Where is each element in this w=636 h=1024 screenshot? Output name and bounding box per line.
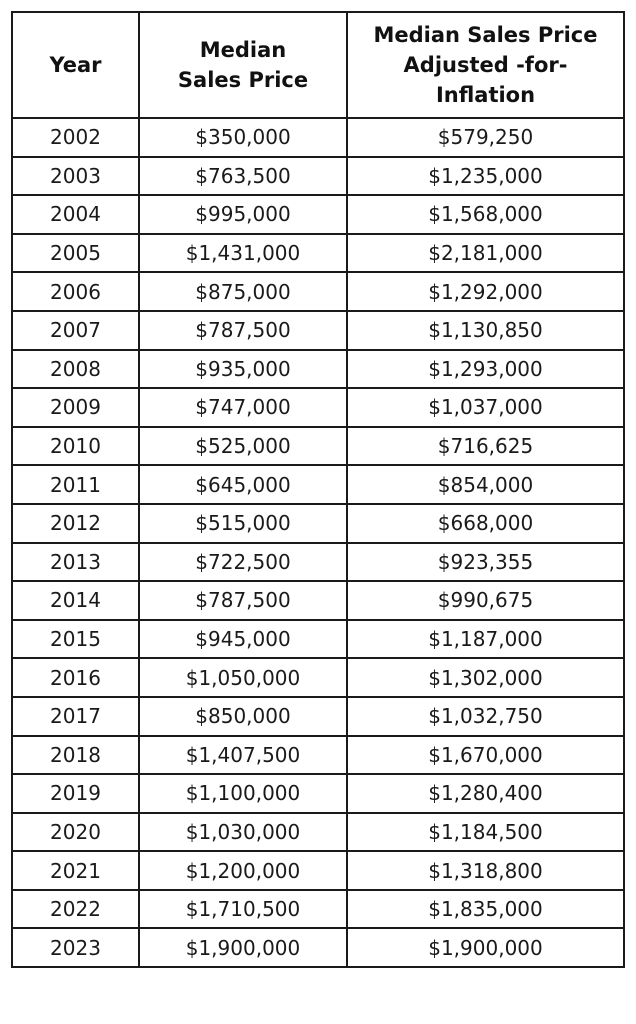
table-row — [12, 234, 624, 273]
year-cell: 2010 — [12, 427, 139, 466]
median-sales-price-cell: $515,000 — [139, 504, 347, 543]
year-cell: 2003 — [12, 157, 139, 196]
table-row — [12, 581, 624, 620]
table-header — [12, 12, 624, 118]
year-cell: 2006 — [12, 272, 139, 311]
table-row — [12, 697, 624, 736]
year-cell: 2020 — [12, 813, 139, 852]
year-cell: 2014 — [12, 581, 139, 620]
table-row — [12, 388, 624, 427]
table-row — [12, 427, 624, 466]
median-sales-price-cell: $722,500 — [139, 543, 347, 582]
median-sales-price-cell: $763,500 — [139, 157, 347, 196]
year-cell: 2022 — [12, 890, 139, 929]
median-sales-price-cell: $1,030,000 — [139, 813, 347, 852]
adjusted-price-cell: $1,670,000 — [347, 736, 624, 775]
adjusted-price-cell: $579,250 — [347, 118, 624, 157]
table-row — [12, 118, 624, 157]
table-body — [12, 118, 624, 967]
year-cell: 2016 — [12, 658, 139, 697]
median-sales-price-cell: $525,000 — [139, 427, 347, 466]
year-cell: 2015 — [12, 620, 139, 659]
year-cell: 2019 — [12, 774, 139, 813]
adjusted-price-cell: $1,280,400 — [347, 774, 624, 813]
adjusted-price-cell: $990,675 — [347, 581, 624, 620]
year-cell: 2009 — [12, 388, 139, 427]
median-sales-price-cell: $787,500 — [139, 311, 347, 350]
table-row — [12, 736, 624, 775]
median-sales-price-cell: $1,710,500 — [139, 890, 347, 929]
median-sales-price-cell: $995,000 — [139, 195, 347, 234]
year-cell: 2023 — [12, 928, 139, 967]
median-sales-price-cell: $1,100,000 — [139, 774, 347, 813]
median-sales-price-cell: $850,000 — [139, 697, 347, 736]
table-row — [12, 195, 624, 234]
adjusted-price-cell: $1,130,850 — [347, 311, 624, 350]
table-row — [12, 813, 624, 852]
median-sales-price-cell: $1,200,000 — [139, 851, 347, 890]
table-row — [12, 311, 624, 350]
adjusted-price-cell: $716,625 — [347, 427, 624, 466]
year-cell: 2004 — [12, 195, 139, 234]
year-cell: 2018 — [12, 736, 139, 775]
adjusted-price-cell: $1,037,000 — [347, 388, 624, 427]
median-sales-price-table — [11, 11, 625, 968]
median-sales-price-cell: $935,000 — [139, 350, 347, 389]
median-sales-price-cell: $1,431,000 — [139, 234, 347, 273]
header-median-sales-price: Median Sales Price — [139, 12, 347, 118]
table-row — [12, 620, 624, 659]
year-cell: 2007 — [12, 311, 139, 350]
adjusted-price-cell: $1,318,800 — [347, 851, 624, 890]
table-row — [12, 157, 624, 196]
header-year: Year — [12, 12, 139, 118]
header-adjusted-for-inflation: Median Sales Price Adjusted -for- Inflation — [347, 12, 624, 118]
table-row — [12, 272, 624, 311]
adjusted-price-cell: $668,000 — [347, 504, 624, 543]
table-row — [12, 504, 624, 543]
median-sales-price-cell: $645,000 — [139, 465, 347, 504]
median-sales-price-cell: $787,500 — [139, 581, 347, 620]
table-row — [12, 658, 624, 697]
year-cell: 2021 — [12, 851, 139, 890]
median-sales-price-cell: $350,000 — [139, 118, 347, 157]
year-cell: 2012 — [12, 504, 139, 543]
adjusted-price-cell: $854,000 — [347, 465, 624, 504]
adjusted-price-cell: $1,568,000 — [347, 195, 624, 234]
adjusted-price-cell: $1,187,000 — [347, 620, 624, 659]
adjusted-price-cell: $2,181,000 — [347, 234, 624, 273]
adjusted-price-cell: $923,355 — [347, 543, 624, 582]
year-cell: 2005 — [12, 234, 139, 273]
table-row — [12, 890, 624, 929]
table-row — [12, 543, 624, 582]
median-sales-price-cell: $747,000 — [139, 388, 347, 427]
adjusted-price-cell: $1,235,000 — [347, 157, 624, 196]
adjusted-price-cell: $1,293,000 — [347, 350, 624, 389]
year-cell: 2017 — [12, 697, 139, 736]
adjusted-price-cell: $1,184,500 — [347, 813, 624, 852]
year-cell: 2008 — [12, 350, 139, 389]
year-cell: 2011 — [12, 465, 139, 504]
header-row — [12, 12, 624, 118]
adjusted-price-cell: $1,032,750 — [347, 697, 624, 736]
table-row — [12, 465, 624, 504]
table-row — [12, 350, 624, 389]
median-sales-price-cell: $1,407,500 — [139, 736, 347, 775]
adjusted-price-cell: $1,292,000 — [347, 272, 624, 311]
adjusted-price-cell: $1,835,000 — [347, 890, 624, 929]
median-sales-price-cell: $875,000 — [139, 272, 347, 311]
table-row — [12, 851, 624, 890]
table-row — [12, 928, 624, 967]
adjusted-price-cell: $1,302,000 — [347, 658, 624, 697]
adjusted-price-cell: $1,900,000 — [347, 928, 624, 967]
median-sales-price-cell: $1,900,000 — [139, 928, 347, 967]
median-sales-price-cell: $945,000 — [139, 620, 347, 659]
table-row — [12, 774, 624, 813]
median-sales-price-cell: $1,050,000 — [139, 658, 347, 697]
year-cell: 2002 — [12, 118, 139, 157]
year-cell: 2013 — [12, 543, 139, 582]
